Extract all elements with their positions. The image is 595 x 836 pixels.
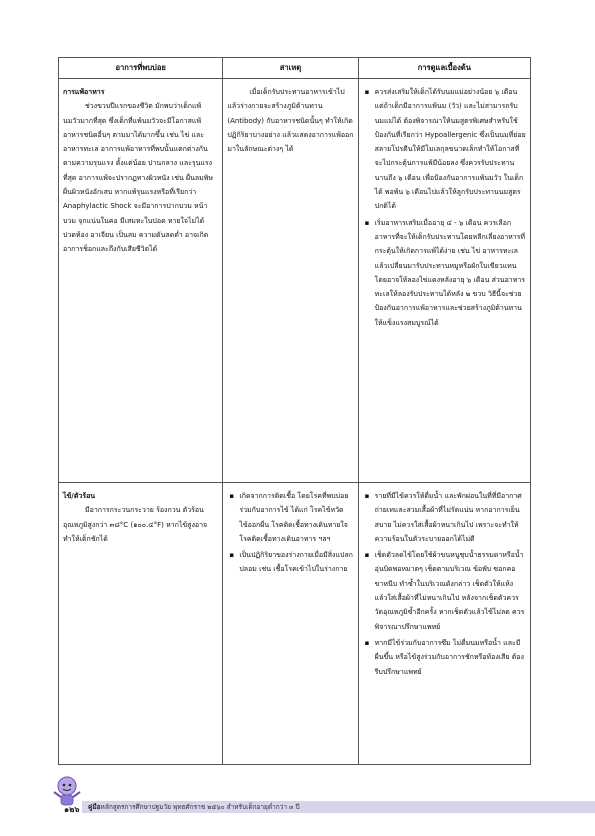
- symptom-cell: [59, 483, 223, 765]
- care-table: [58, 57, 531, 765]
- table-row: [59, 79, 531, 483]
- table-header-row: [59, 58, 531, 79]
- table-row: [59, 483, 531, 765]
- header-cause: สาเหตุ: [223, 58, 358, 79]
- symptom-text: ช่วงขวบปีแรกของชีวิต มักพบว่าเด็กแพ้นมวัวมากที่สุด ซึ่งเด็กที่แพ้นมวัวจะมีโอกาสแพ้อาหารชนิดอื่นๆ ตามมาได้มากขึ้น เช่น ไข่ และอาหารทะเล อาการแพ้อาหารที่พบนั้นแตกต่างกันตามความรุนแรง ตั้งแต่น้อย ปานกลาง และรุนแรงที่สุด อาการแพ้จะปรากฏทางผิวหนัง เช่น ผื่นลมพิษ ผื่นผิวหนังอักเสบ หากแพ้รุนแรงหรือที่เรียกว่า Anaphylactic Shock จะมีอาการปากบวม หน้าบวม จุกแน่นในคอ มีเสมหะในปอด หายใจไม่ได้ ปวดท้อง อาเจียน เป็นลม ความดันลดต่ำ อาจเกิดอาการช็อกและถึงกับเสียชีวิตได้: [63, 102, 213, 254]
- cause-text: เมื่อเด็กรับประทานอาหารเข้าไปแล้วร่างกายจะสร้างภูมิต้านทาน (Antibody) กับอาหารชนิดนั้นๆ ทำให้เกิดปฏิกิริยาบางอย่าง แล้วแสดงอาการแพ้ออกมาในลักษณะต่างๆ ได้: [227, 88, 354, 154]
- symptom-title: ไข้/ตัวร้อน: [63, 492, 96, 500]
- page-footer: [0, 775, 595, 825]
- care-item: ▪ ควรส่งเสริมให้เด็กได้รับนมแม่อย่างน้อย ๖ เดือน แต่ถ้าเด็กมีอาการแพ้นม (วัว) และไม่สามารถรับนมแม่ได้ ต้องพิจารณาให้นมสูตรพิเศษสำหรับใช้ป้องกันที่เรียกว่า Hypoallergenic ซึ่งเป็นนมที่ย่อยสลายโปรตีนให้มีโมเลกุลขนาดเล็กทำให้โอกาสที่จะไปกระตุ้นการแพ้มีน้อยลง ซึ่งควรรับประทานนานถึง ๖ เดือน เพื่อป้องกันอาการแพ้นมวัว ในเด็กได้ พอพ้น ๖ เดือนไปแล้วให้ลูกรับประทานนมสูตรปกติได้: [375, 85, 526, 214]
- care-item: ▪ เริ่มอาหารเสริมเมื่ออายุ ๔ - ๖ เดือน ควรเลือกอาหารที่จะให้เด็กรับประทานโดยหลีกเลี่ยงอาหารที่กระตุ้นให้เกิดการแพ้ได้ง่าย เช่น ไข่ อาหารทะเล แล้วเปลี่ยนมารับประทานหมูหรือผักใบเขียวแทน โดยอาจให้ลองไข่แดงหลังอายุ ๖ เดือน ส่วนอาหารทะเลให้ลองรับประทานได้หลัง ๒ ขวบ วิธีนี้จะช่วยป้องกันอาการแพ้อาหารและช่วยสร้างภูมิต้านทานให้แข็งแรงสมบูรณ์ได้: [375, 216, 526, 330]
- footer-title-bold: คู่มือ: [88, 803, 101, 811]
- cause-cell: [223, 483, 358, 765]
- care-item: ▪ หากมีไข้ร่วมกับอาการซึม ไม่ดื่มนมหรือน้ำ และมีผื่นขึ้น หรือไข้สูงร่วมกับอาการชักหรือท้องเสีย ต้องรีบปรึกษาแพทย์: [375, 636, 526, 679]
- cause-item: ▪ เป็นปฏิกิริยาของร่างกายเมื่อมีสิ่งแปลกปลอม เช่น เชื้อโรคเข้าไปในร่างกาย: [239, 548, 353, 577]
- page-number: ๑๒๖: [64, 805, 80, 814]
- symptom-cell: [59, 79, 223, 483]
- care-item: ▪ รายที่มีไข้ควรให้ดื่มน้ำ และพักผ่อนในที่ที่มีอากาศถ่ายเทและสวมเสื้อผ้าที่ไม่รัดแน่น หากอาการเย็นสบาย ไม่ควรใส่เสื้อผ้าหนาเกินไป เพราะจะทำให้ความร้อนในตัวระบายออกได้ไม่ดี: [375, 489, 526, 546]
- symptom-title: การแพ้อาหาร: [63, 88, 105, 96]
- care-item: ▪ เช็ดตัวลดไข้โดยใช้ผ้าขนหนูชุบน้ำธรรมดาหรือน้ำอุ่นบิดพอหมาดๆ เช็ดตามบริเวณ ข้อพับ ซอกคอ ขาหนีบ ทำซ้ำในบริเวณดังกล่าว เช็ดตัวให้แห้ง แล้วใส่เสื้อผ้าที่ไม่หนาเกินไป หลังจากเช็ดตัวควรวัดอุณหภูมิซ้ำอีกครั้ง หากเช็ดตัวแล้วไข้ไม่ลด ควรพิจารณาปรึกษาแพทย์: [375, 548, 526, 634]
- symptom-text: มีอาการกระวนกระวาย ร้องกวน ตัวร้อนอุณหภูมิสูงกว่า ๓๘°C (๑๐๐.๔°F) หากไข้สูงอาจทำให้เด็กชักได้: [63, 506, 208, 543]
- care-cell: [358, 79, 530, 483]
- footer-title-rest: หลักสูตรการศึกษาปฐมวัย พุทธศักราช ๒๕๖๐ สำหรับเด็กอายุต่ำกว่า ๓ ปี: [100, 803, 300, 811]
- cause-item: ▪ เกิดจากการติดเชื้อ โดยโรคที่พบบ่อยร่วมกับอาการไข้ ได้แก่ โรคไข้หวัด ไข้ออกผื่น โรคติดเชื้อทางเดินหายใจ โรคติดเชื้อทางเดินอาหาร ฯลฯ: [239, 489, 353, 546]
- cause-cell: [223, 79, 358, 483]
- header-symptom: อาการที่พบบ่อย: [59, 58, 223, 79]
- care-cell: [358, 483, 530, 765]
- header-care: การดูแลเบื้องต้น: [358, 58, 530, 79]
- footer-title: [88, 802, 300, 812]
